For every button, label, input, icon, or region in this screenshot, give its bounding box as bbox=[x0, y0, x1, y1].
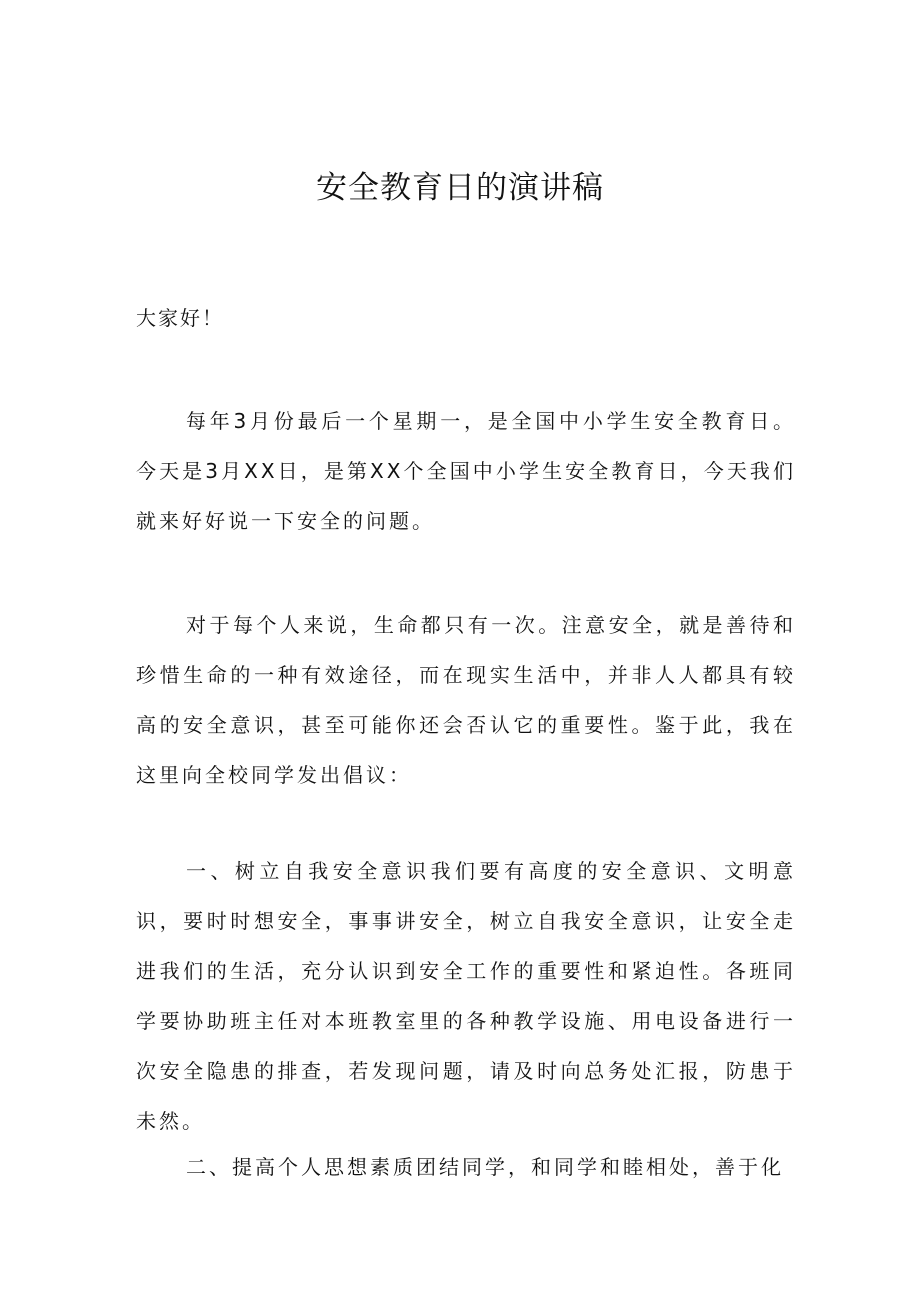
paragraph-2: 对于每个人来说，生命都只有一次。注意安全，就是善待和珍惜生命的一种有效途径，而在现实生活中，并非人人都具有较高的安全意识，甚至可能你还会否认它的重要性。鉴于此，我在这里向全校同学发出倡议： bbox=[136, 613, 796, 787]
paragraph-1: 每年3月份最后一个星期一，是全国中小学生安全教育日。今天是3月XX日，是第XX个全国中小学生安全教育日，今天我们就来好好说一下安全的问题。 bbox=[136, 409, 796, 533]
document-title: 安全教育日的演讲稿 bbox=[316, 170, 604, 206]
paragraph-3: 一、树立自我安全意识我们要有高度的安全意识、文明意识，要时时想安全，事事讲安全，树立自我安全意识，让安全走进我们的生活，充分认识到安全工作的重要性和紧迫性。各班同学要协助班主任对本班教室里的各种教学设施、用电设备进行一次安全隐患的排查，若发现问题，请及时向总务处汇报，防患于未然。 bbox=[136, 859, 796, 1133]
greeting: 大家好！ bbox=[136, 306, 224, 330]
paragraph-4: 二、提高个人思想素质团结同学，和同学和睦相处，善于化 bbox=[186, 1155, 784, 1179]
